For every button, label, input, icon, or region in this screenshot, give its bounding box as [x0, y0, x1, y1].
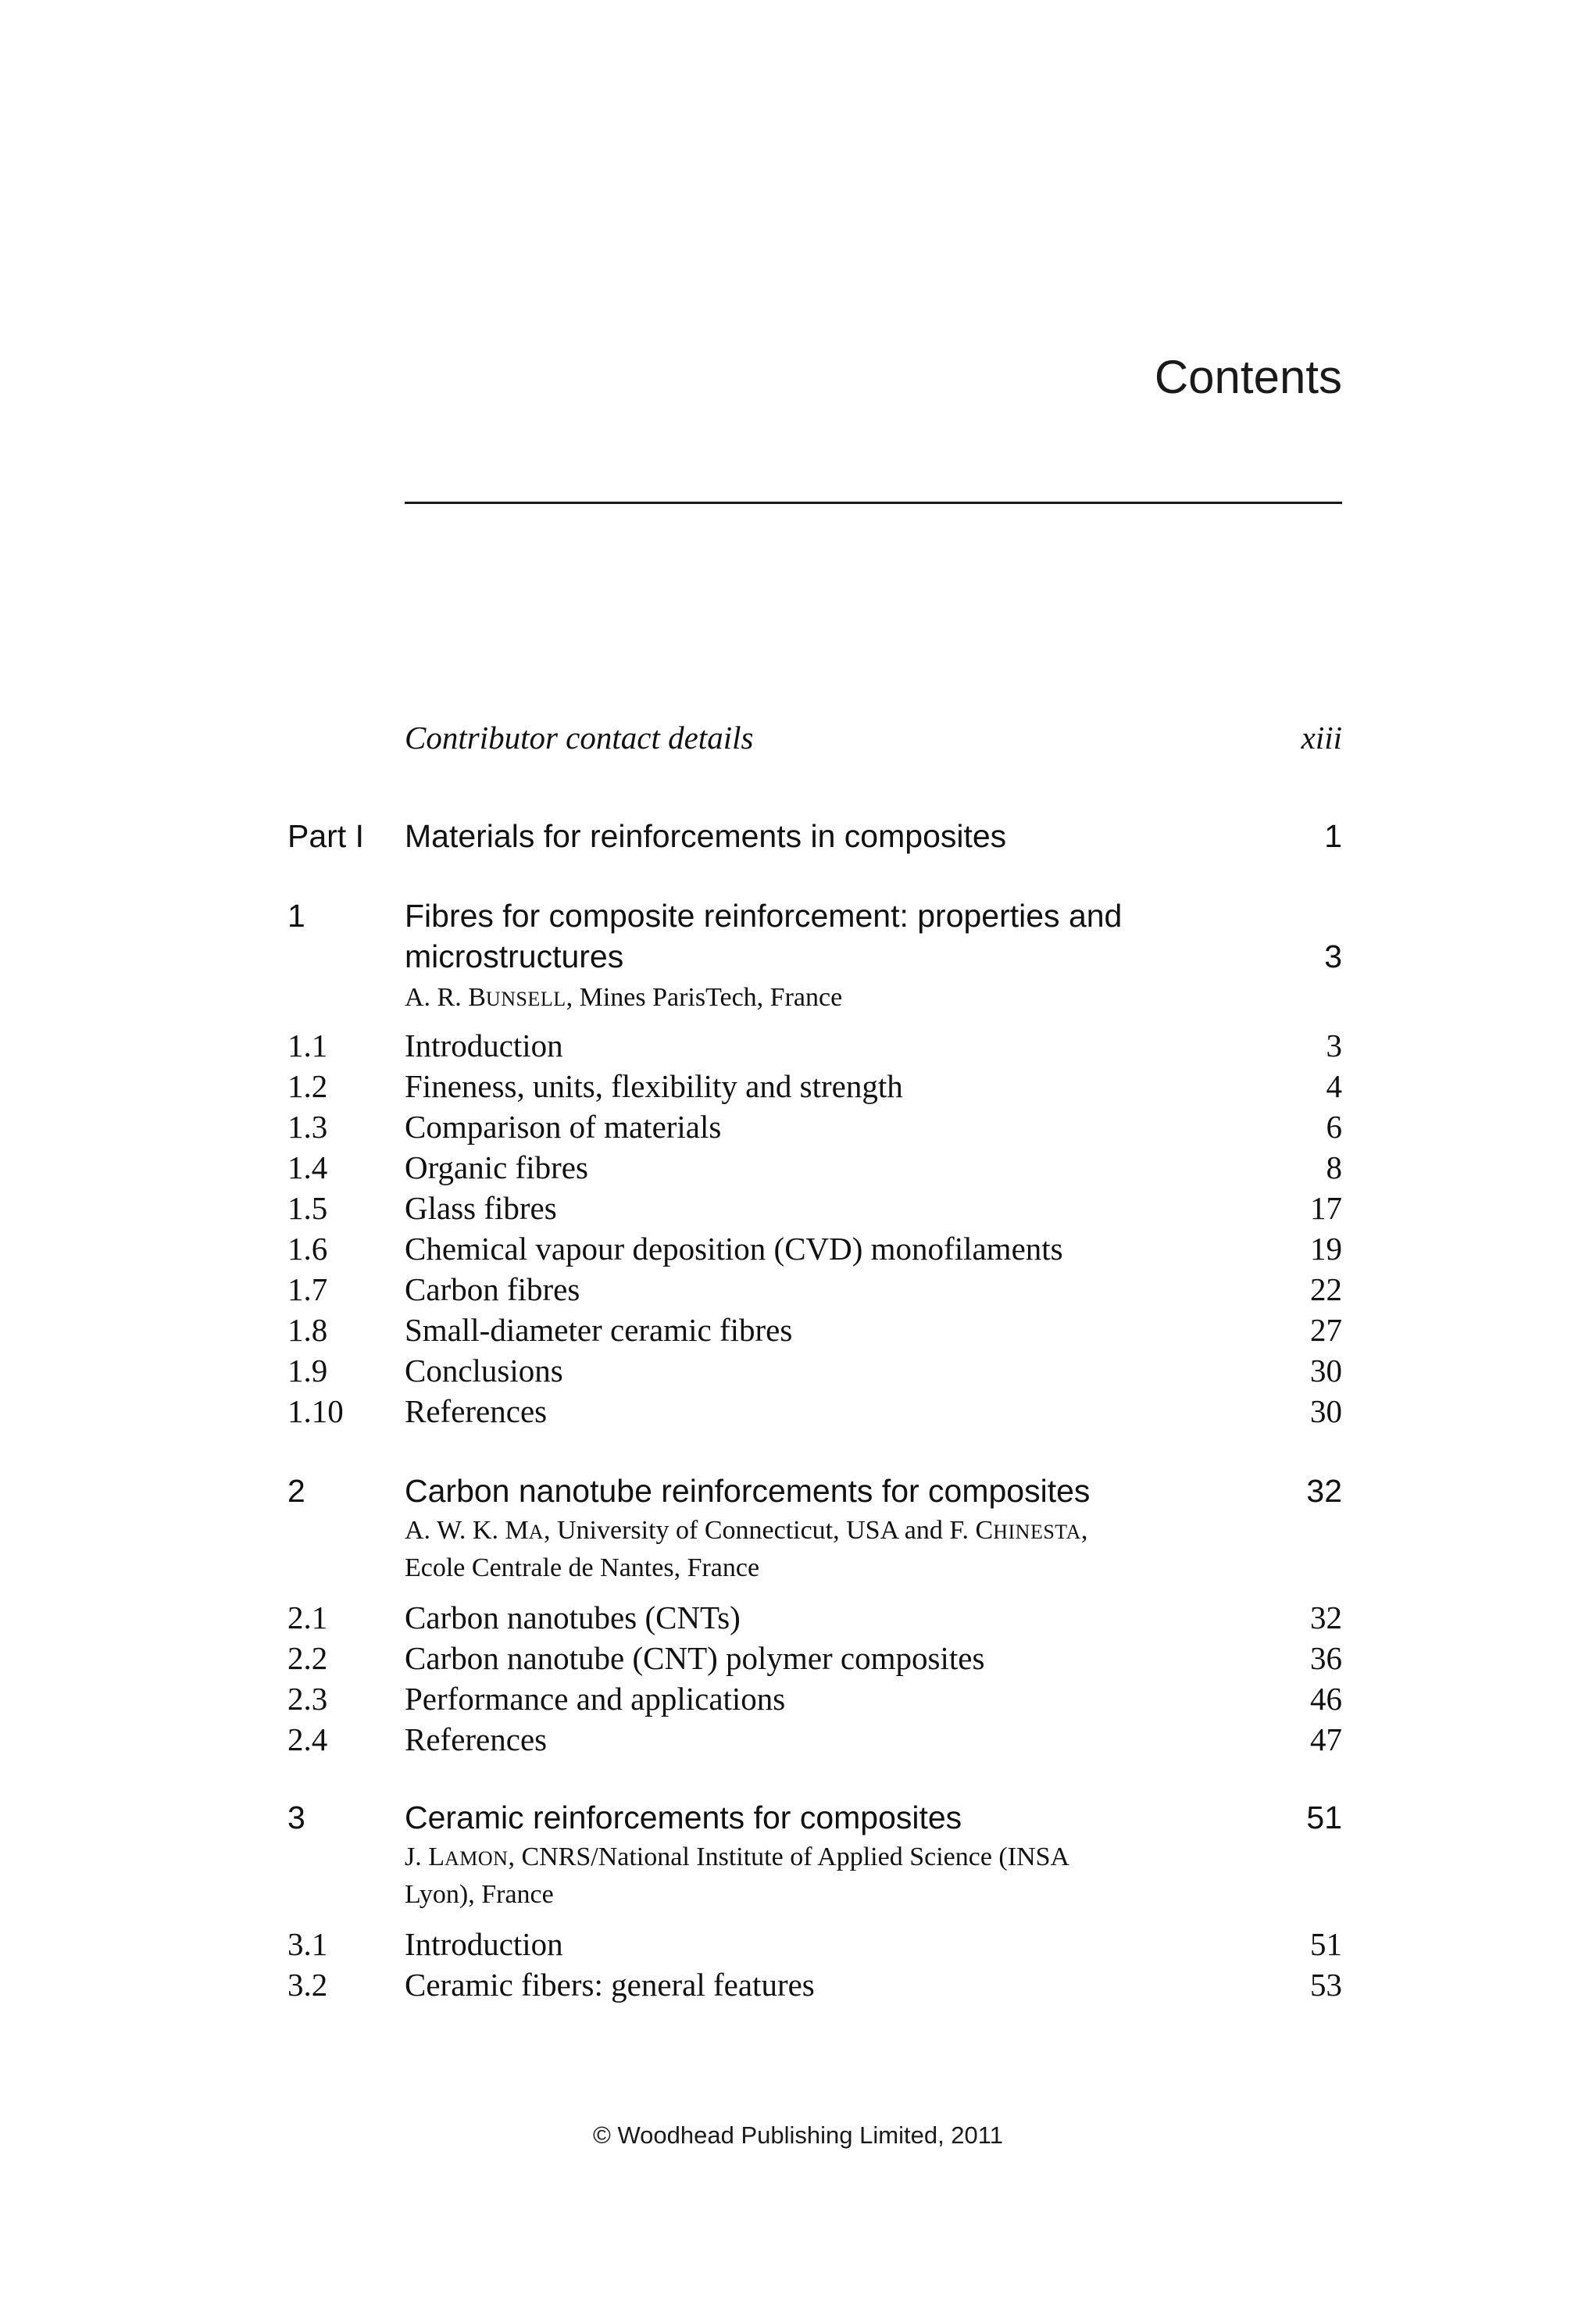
- section-number: 3.2: [287, 1967, 328, 2003]
- section-number: 3.1: [287, 1926, 328, 1962]
- section-title: References: [405, 1393, 548, 1429]
- section-title: Ceramic fibers: general features: [405, 1967, 815, 2003]
- chapter-page: 3: [1324, 938, 1342, 974]
- part-label: Part I: [287, 818, 364, 854]
- title-divider: [405, 502, 1342, 504]
- section-page: 47: [1310, 1721, 1342, 1757]
- section-title: Fineness, units, flexibility and strength: [405, 1068, 903, 1104]
- section-page: 8: [1326, 1149, 1342, 1185]
- front-matter-page: xiii: [1301, 720, 1342, 756]
- section-number: 2.3: [287, 1681, 328, 1717]
- section-page: 6: [1326, 1109, 1342, 1145]
- section-title: Introduction: [405, 1028, 563, 1063]
- section-number: 1.10: [287, 1393, 344, 1429]
- section-page: 27: [1310, 1312, 1342, 1348]
- section-page: 51: [1310, 1926, 1342, 1962]
- section-title: Introduction: [405, 1926, 563, 1962]
- section-page: 3: [1326, 1028, 1342, 1063]
- section-number: 1.5: [287, 1190, 328, 1226]
- section-title: Carbon nanotubes (CNTs): [405, 1599, 741, 1635]
- front-matter-title: Contributor contact details: [405, 720, 754, 756]
- chapter-2-author: A. W. K. MA, University of Connecticut, USA and F. CHINESTA, Ecole Centrale de Nantes, France: [405, 1516, 1088, 1582]
- section-number: 1.3: [287, 1109, 328, 1145]
- page-title: Contents: [1154, 351, 1342, 404]
- section-number: 1.4: [287, 1149, 328, 1185]
- chapter-title-line: microstructures: [405, 938, 624, 974]
- part-page: 1: [1324, 818, 1342, 854]
- section-page: 53: [1310, 1967, 1342, 2003]
- chapter-number: 1: [287, 898, 305, 934]
- section-page: 46: [1310, 1681, 1342, 1717]
- section-page: 19: [1310, 1231, 1342, 1267]
- section-page: 36: [1310, 1640, 1342, 1676]
- chapter-page: 51: [1306, 1800, 1342, 1835]
- chapter-number: 3: [287, 1800, 305, 1835]
- section-number: 1.2: [287, 1068, 328, 1104]
- section-number: 1.9: [287, 1353, 328, 1389]
- section-page: 4: [1326, 1068, 1342, 1104]
- section-number: 1.7: [287, 1271, 328, 1307]
- chapter-title: [405, 895, 1201, 977]
- section-number: 1.1: [287, 1028, 328, 1063]
- chapter-title: Carbon nanotube reinforcements for composites: [405, 1473, 1091, 1509]
- section-page: 30: [1310, 1393, 1342, 1429]
- chapter-3-author: J. LAMON, CNRS/National Institute of Applied Science (INSA Lyon), France: [405, 1842, 1070, 1909]
- chapter-1-author: A. R. BUNSELL, Mines ParisTech, France: [405, 983, 843, 1012]
- section-title: Conclusions: [405, 1353, 563, 1389]
- section-title: Chemical vapour deposition (CVD) monofilaments: [405, 1231, 1063, 1267]
- chapter-title-line: Fibres for composite reinforcement: properties and: [405, 898, 1123, 934]
- chapter-number: 2: [287, 1473, 305, 1509]
- section-title: Comparison of materials: [405, 1109, 722, 1145]
- section-title: Glass fibres: [405, 1190, 557, 1226]
- section-number: 2.2: [287, 1640, 328, 1676]
- section-page: 30: [1310, 1353, 1342, 1389]
- section-title: Organic fibres: [405, 1149, 588, 1185]
- section-page: 22: [1310, 1271, 1342, 1307]
- chapter-title: Ceramic reinforcements for composites: [405, 1800, 962, 1835]
- chapter-page: 32: [1306, 1473, 1342, 1509]
- section-number: 1.6: [287, 1231, 328, 1267]
- section-title: References: [405, 1721, 548, 1757]
- section-title: Small-diameter ceramic fibres: [405, 1312, 793, 1348]
- section-title: Performance and applications: [405, 1681, 786, 1717]
- section-title: Carbon nanotube (CNT) polymer composites: [405, 1640, 985, 1676]
- part-title: Materials for reinforcements in composites: [405, 818, 1007, 854]
- section-number: 2.4: [287, 1721, 328, 1757]
- copyright-footer: © Woodhead Publishing Limited, 2011: [593, 2121, 1003, 2149]
- section-number: 1.8: [287, 1312, 328, 1348]
- section-page: 17: [1310, 1190, 1342, 1226]
- section-title: Carbon fibres: [405, 1271, 580, 1307]
- section-number: 2.1: [287, 1599, 328, 1635]
- section-page: 32: [1310, 1599, 1342, 1635]
